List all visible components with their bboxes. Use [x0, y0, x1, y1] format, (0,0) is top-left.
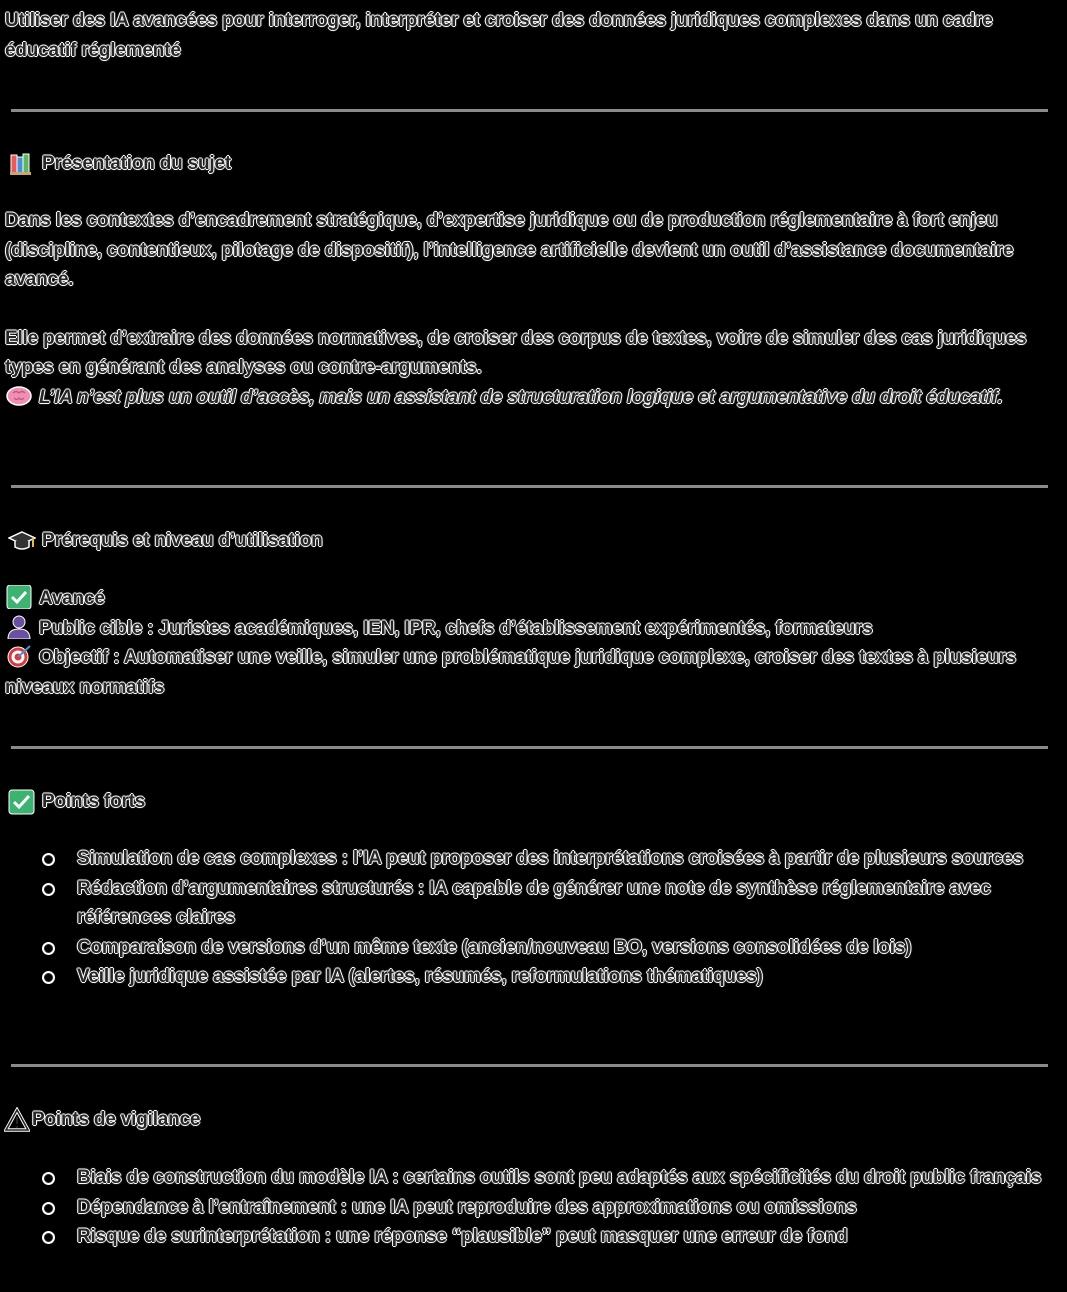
list-item: Biais de construction du modèle IA : certains outils sont peu adaptés aux spécificités du droit public français — [38, 1163, 1058, 1193]
warning-icon — [4, 1107, 30, 1133]
check-mark-icon — [5, 585, 33, 609]
bullet-icon — [42, 853, 55, 866]
bullet-icon — [42, 1172, 55, 1185]
section-title: Points de vigilance — [32, 1109, 201, 1130]
objectif-label: Objectif : — [39, 647, 120, 668]
section-heading-prerequis — [8, 526, 323, 556]
target-icon — [5, 644, 33, 668]
public-label: Public cible : — [39, 617, 154, 639]
divider — [11, 109, 1048, 112]
presentation-quote — [5, 383, 1055, 413]
list-item: Comparaison de versions d’un même texte (ancien/nouveau BO, versions consolidées de lois) — [38, 933, 1058, 963]
public-value: Juristes académiques, IEN, IPR, chefs d’établissement expérimentés, formateurs — [158, 617, 873, 639]
section-heading-presentation — [8, 149, 231, 179]
divider — [11, 1064, 1048, 1067]
divider — [11, 485, 1048, 488]
level-value: Avancé — [39, 588, 105, 609]
presentation-paragraph-2: Elle permet d’extraire des données normatives, de croiser des corpus de textes, voire de simuler des cas juridiques types en générant des analyses ou contre-arguments. — [5, 327, 1027, 378]
objectif-value: Automatiser une veille, simuler une problématique juridique complexe, croiser des textes à plusieurs niveaux normatifs — [5, 647, 1017, 698]
objectif-line — [5, 643, 1055, 702]
bullet-icon — [42, 1202, 55, 1215]
books-icon — [8, 151, 36, 177]
bullet-icon — [42, 883, 55, 896]
public-line — [5, 614, 1055, 644]
forts-list — [38, 844, 1058, 992]
section-title: Points forts — [42, 791, 146, 812]
level-line — [5, 584, 1055, 614]
intro-text: Utiliser des IA avancées pour interroger, interpréter et croiser des données juridiques complexes dans un cadre éducatif réglementé — [5, 10, 993, 61]
bullet-icon — [42, 971, 55, 984]
list-item: Risque de surinterprétation : une réponse “plausible” peut masquer une erreur de fond — [38, 1222, 1058, 1252]
list-item: Dépendance à l’entraînement : une IA peut reproduire des approximations ou omissions — [38, 1193, 1058, 1223]
check-mark-icon — [8, 789, 36, 815]
brain-icon — [5, 384, 33, 408]
bullet-icon — [42, 942, 55, 955]
prerequis-body — [5, 584, 1055, 702]
list-item: Veille juridique assistée par IA (alertes, résumés, reformulations thématiques) — [38, 962, 1058, 992]
section-title: Prérequis et niveau d’utilisation — [42, 530, 323, 551]
vigilance-list — [38, 1163, 1058, 1252]
graduation-cap-icon — [8, 528, 36, 554]
presentation-paragraph-1: Dans les contextes d’encadrement stratégique, d’expertise juridique ou de production réglementaire à fort enjeu (discipline, contentieux, pilotage de dispositif), l’intelligence artificielle devient un outil d’assistance documentaire avancé. — [5, 210, 1014, 290]
list-item: Rédaction d’argumentaires structurés : IA capable de générer une note de synthèse réglementaire avec références claires — [38, 874, 1058, 933]
section-heading-vigilance — [4, 1105, 200, 1135]
divider — [11, 746, 1048, 749]
section-title: Présentation du sujet — [42, 153, 232, 174]
presentation-body — [5, 206, 1055, 412]
section-heading-forts — [8, 787, 145, 817]
person-icon — [5, 615, 33, 639]
quote-text: L’IA n’est plus un outil d’accès, mais un assistant de structuration logique et argumentative du droit éducatif. — [39, 386, 1003, 408]
bullet-icon — [42, 1231, 55, 1244]
list-item: Simulation de cas complexes : l’IA peut proposer des interprétations croisées à partir de plusieurs sources — [38, 844, 1058, 874]
